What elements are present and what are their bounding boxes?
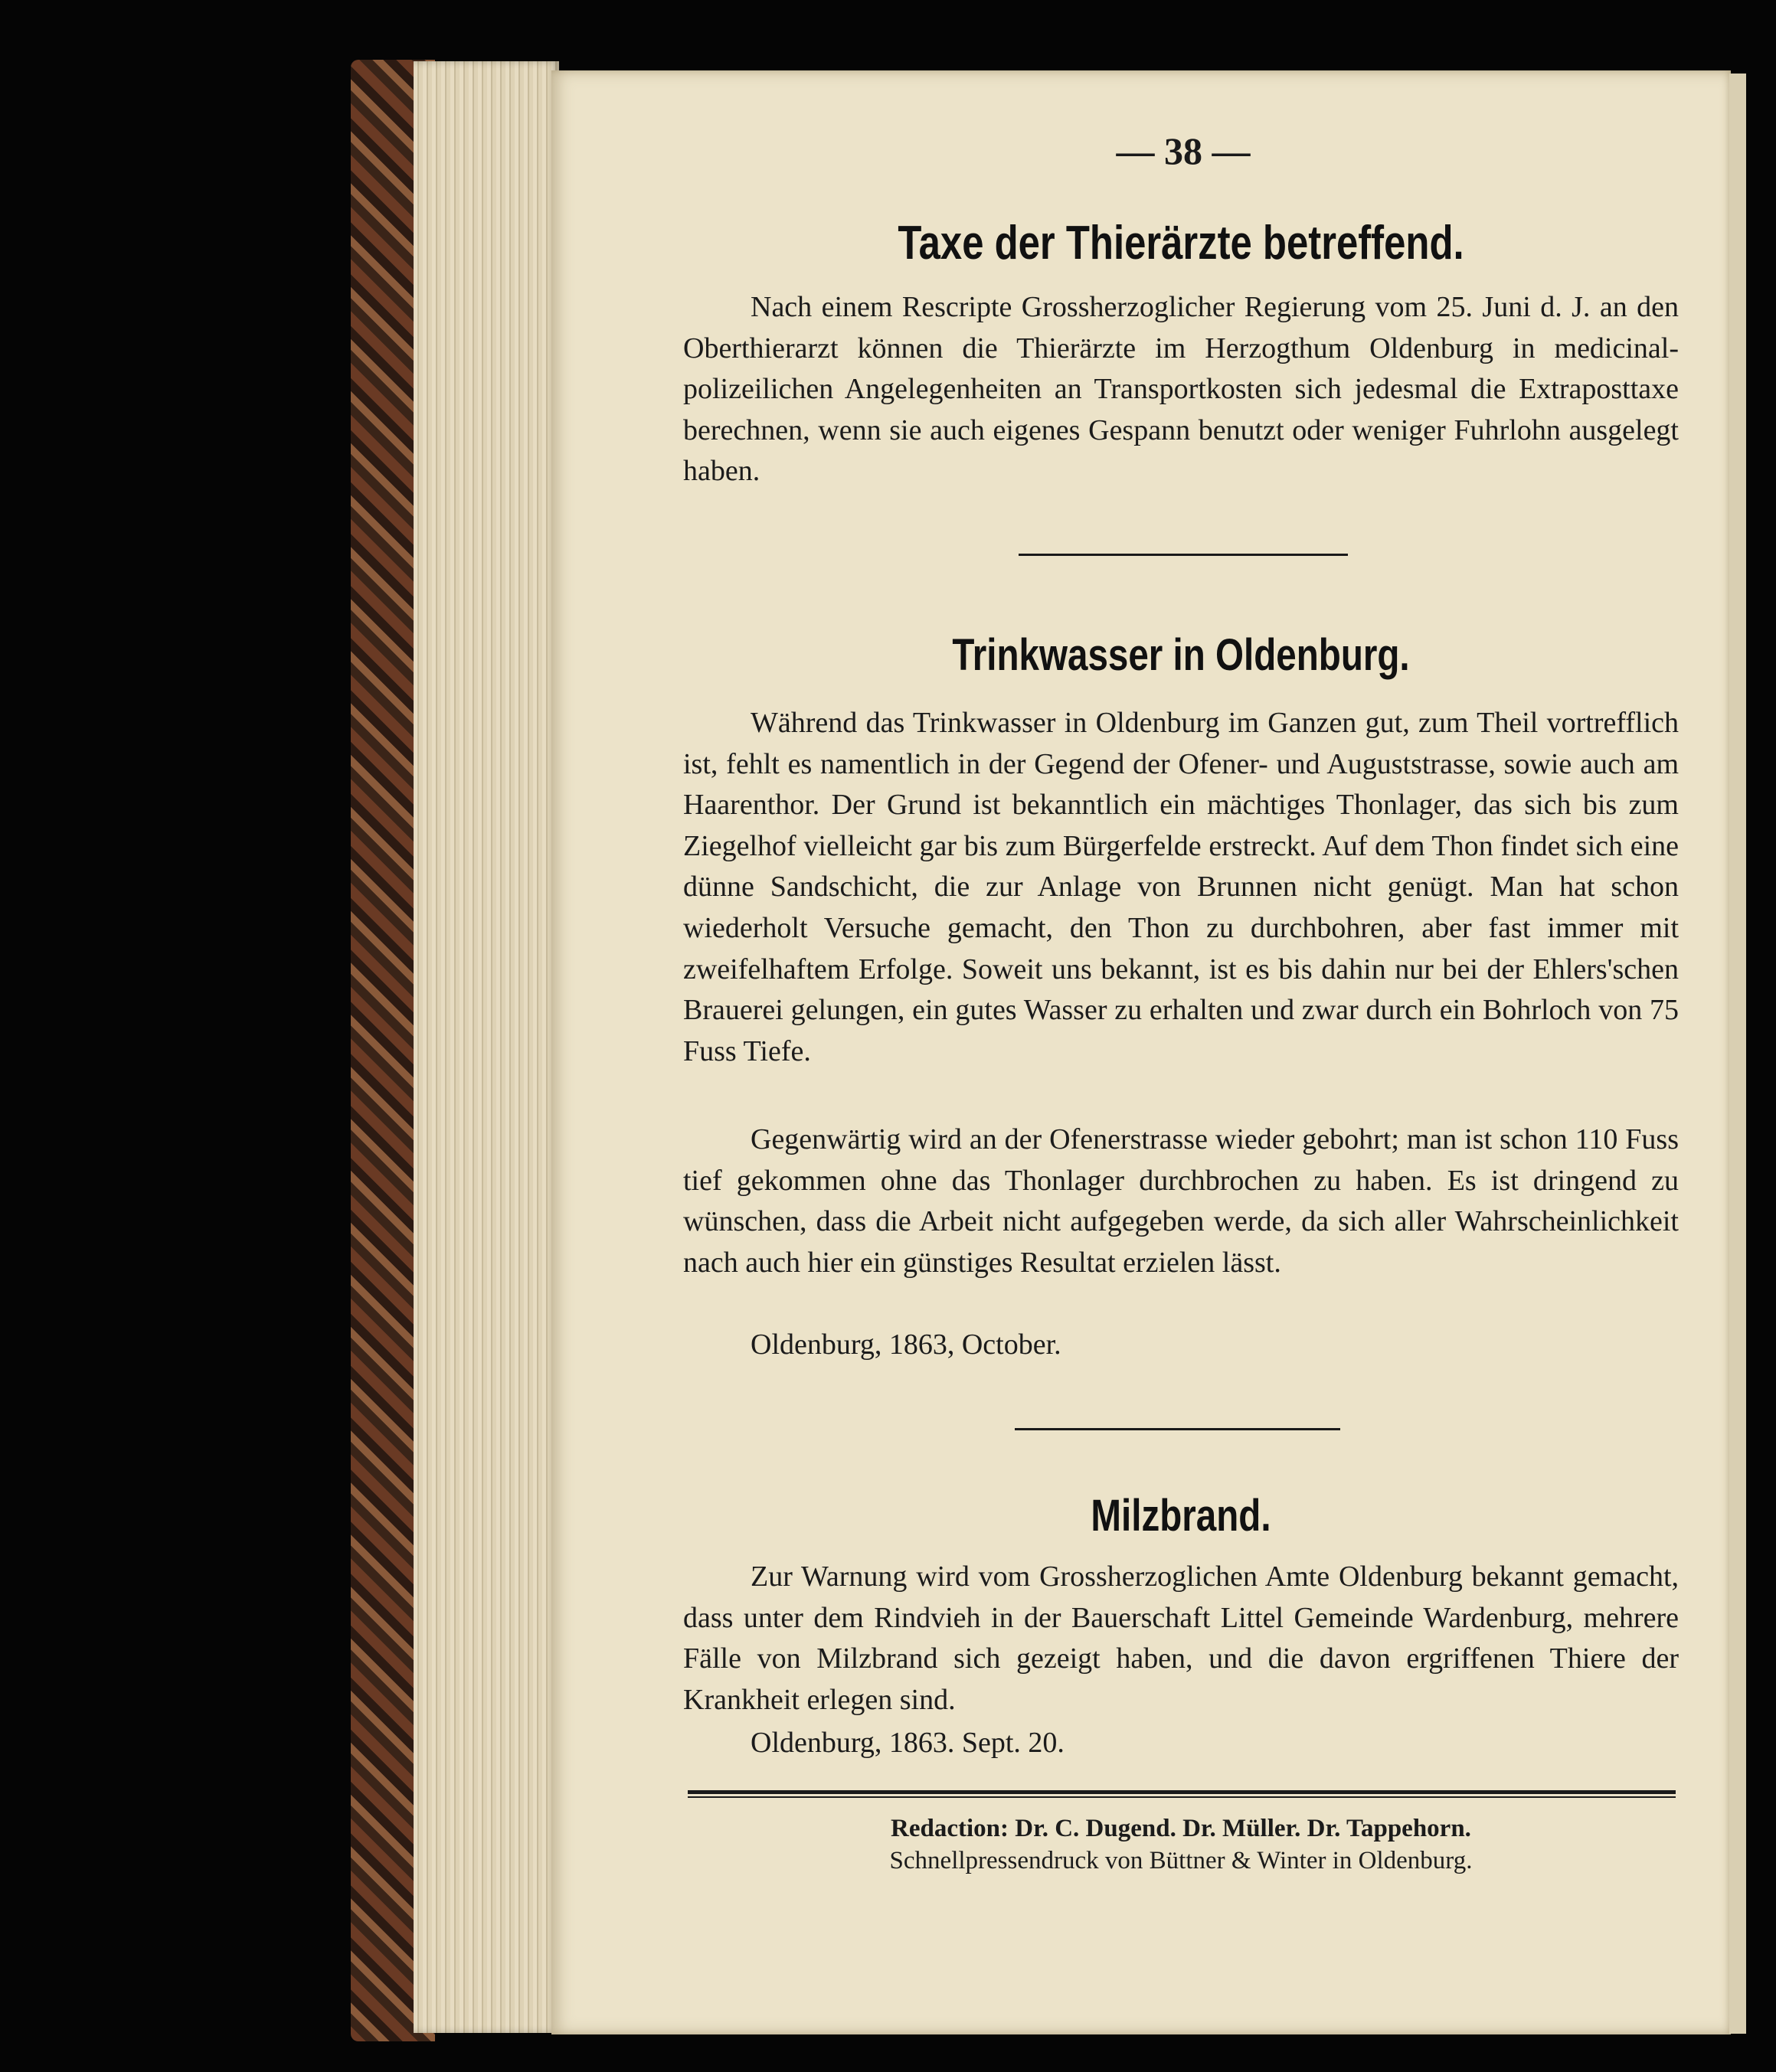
footer-printer: Schnellpressendruck von Büttner & Winter in Oldenburg.: [889, 1847, 1473, 1874]
page-stack-edges: [414, 61, 559, 2033]
footer-rule-thick: [688, 1790, 1676, 1794]
section-divider: [1019, 554, 1348, 556]
paragraph-milzbrand: Zur Warnung wird vom Grossherzoglichen Amte Oldenburg bekannt gemacht, dass unter dem Rindvieh in der Bauerschaft Littel Gemeinde Wardenburg, mehrere Fälle von Milzbrand sich gezeigt haben, und die davon ergriffenen Thiere der Krankheit erlegen sind.: [683, 1561, 1679, 1716]
paragraph-taxe: Nach einem Rescripte Grossherzoglicher Regierung vom 25. Juni d. J. an den Oberthierarzt können die Thierärzte im Herzogthum Oldenburg in medicinal-polizeilichen Angelegenheiten an Transportkosten sich jedesmal die Extraposttaxe berechnen, wenn sie auch eigenes Gespann benutzt oder weniger Fuhrlohn ausgelegt haben.: [683, 291, 1679, 488]
footer-redaction: Redaction: Dr. C. Dugend. Dr. Müller. Dr. Tappehorn.: [891, 1815, 1471, 1842]
page-right-edge: [1729, 74, 1746, 2034]
page-number: — 38 —: [1116, 129, 1251, 172]
paragraph-trinkwasser-2: Gegenwärtig wird an der Ofenerstrasse wieder gebohrt; man ist schon 110 Fuss tief gekommen ohne das Thonlager durchbrochen zu haben. Es ist dringend zu wünschen, dass die Arbeit nicht aufgegeben werde, da sich aller Wahrscheinlichkeit nach auch hier ein günstiges Resultat erzielen lässt.: [683, 1123, 1679, 1279]
dateline-milzbrand: Oldenburg, 1863. Sept. 20.: [751, 1727, 1065, 1759]
section-title-trinkwasser: Trinkwasser in Oldenburg.: [952, 630, 1410, 680]
section-title-taxe: Taxe der Thierärzte betreffend.: [898, 217, 1464, 270]
section-title-milzbrand: Milzbrand.: [1091, 1491, 1271, 1541]
paragraph-trinkwasser-1: Während das Trinkwasser in Oldenburg im Ganzen gut, zum Theil vortrefflich ist, fehlt es namentlich in der Gegend der Ofener- und Auguststrasse, sowie auch am Haarenthor. Der Grund ist bekanntlich ein mächtiges Thonlager, das sich bis zum Ziegelhof vielleicht gar bis zum Bürgerfelde erstreckt. Auf dem Thon findet sich eine dünne Sandschicht, die zur Anlage von Brunnen nicht genügt. Man hat schon wiederholt Versuche gemacht, den Thon zu durchbohren, aber fast immer mit zweifelhaftem Erfolge. Soweit uns bekannt, ist es bis dahin nur bei der Ehlers'schen Brauerei gelungen, ein gutes Wasser zu erhalten und zwar durch ein Bohrloch von 75 Fuss Tiefe.: [683, 707, 1679, 1067]
dateline-trinkwasser: Oldenburg, 1863, October.: [751, 1328, 1061, 1361]
footer-rule-thin: [688, 1796, 1676, 1798]
section-divider: [1015, 1428, 1340, 1430]
